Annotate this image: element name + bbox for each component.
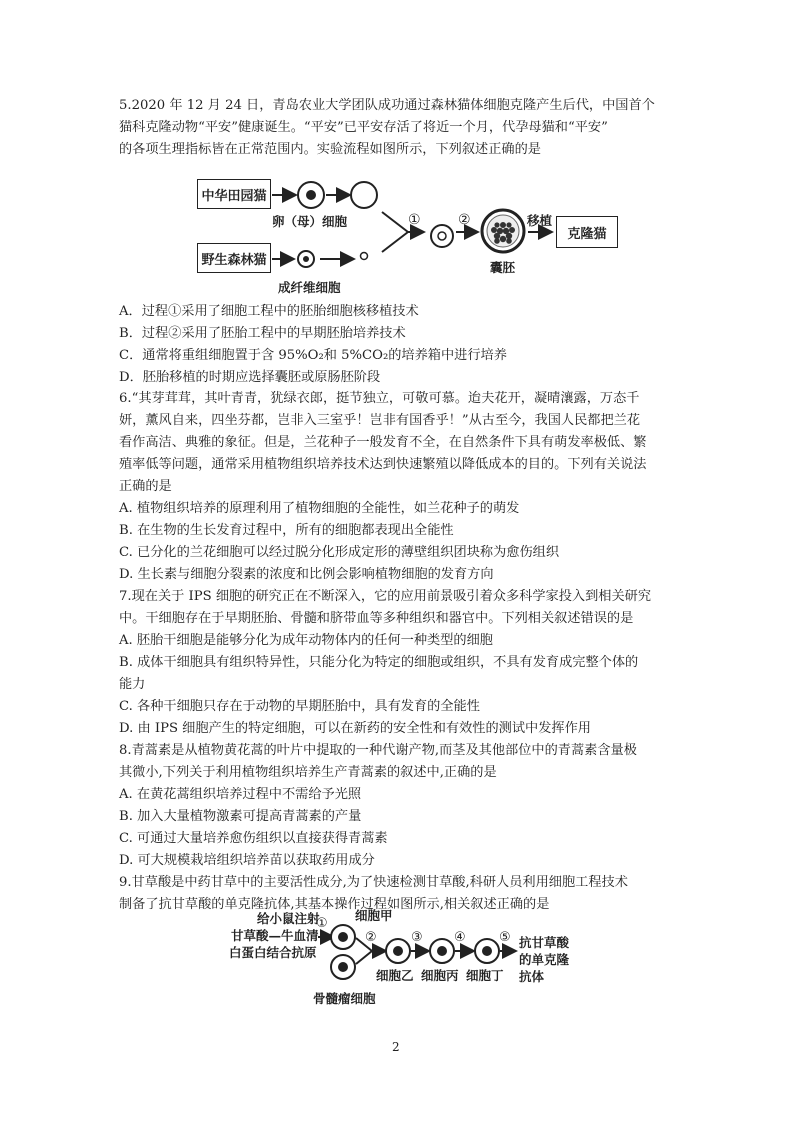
merge-line-b: [356, 951, 372, 964]
q5-line-3: 的各项生理指标皆在正常范围内。实验流程如图所示，下列叙述正确的是: [119, 142, 541, 157]
q8-option-d: D. 可大规模栽培组织培养苗以获取药用成分: [119, 853, 375, 868]
injection-label-1: 给小鼠注射: [257, 911, 320, 926]
myeloma-label: 骨髓瘤细胞: [313, 991, 376, 1006]
q9-line-2: 制备了抗甘草酸的单克隆抗体,其基本操作过程如图所示,相关叙述正确的是: [119, 897, 550, 912]
q8-option-a: A. 在黄花蒿组织培养过程中不需给予光照: [119, 787, 362, 802]
step-3-marker: ③: [411, 930, 423, 945]
page-number: 2: [392, 1040, 400, 1054]
q6-option-b: B. 在生物的生长发育过程中，所有的细胞都表现出全能性: [119, 523, 454, 538]
q6-line-1: 6.“其芽茸茸，其叶青青，犹绿衣郎，挺节独立，可敬可慕。迨夫花开，凝晴瀼露，万态千: [119, 391, 640, 406]
result-label-2: 的单克隆: [519, 952, 570, 967]
q8-option-c: C. 可通过大量培养愈伤组织以直接获得青蒿素: [119, 831, 388, 846]
q5-option-d: D．胚胎移植的时期应选择囊胚或原肠胚阶段: [119, 370, 381, 385]
q6-option-a: A. 植物组织培养的原理利用了植物细胞的全能性，如兰花种子的萌发: [119, 501, 520, 516]
injection-label-2: 甘草酸—牛血清: [231, 928, 319, 943]
cell-a-label: 细胞甲: [355, 908, 393, 923]
q8-option-b: B. 加入大量植物激素可提高青蒿素的产量: [119, 809, 362, 824]
clone-cat-box: 克隆猫: [556, 216, 618, 248]
q9-line-1: 9.甘草酸是中药甘草中的主要活性成分,为了快速检测甘草酸,科研人员利用细胞工程技术: [119, 875, 628, 890]
cell-b-nucleus: [393, 946, 403, 956]
q6-option-d: D. 生长素与细胞分裂素的浓度和比例会影响植物细胞的发育方向: [119, 567, 494, 582]
result-label-3: 抗体: [519, 969, 545, 984]
q7-option-a: A. 胚胎干细胞是能够分化为成年动物体内的任何一种类型的细胞: [119, 633, 493, 648]
q7-option-b: B. 成体干细胞具有组织特异性，只能分化为特定的细胞或组织，不具有发育成完整个体的: [119, 655, 639, 670]
myeloma-nucleus: [338, 962, 348, 972]
step-2-marker: ②: [365, 930, 377, 945]
step-1-label: ①: [408, 212, 421, 228]
step-5-marker: ⑤: [499, 930, 511, 945]
q6-line-2: 妍，薰风自来，四坐芬都，岂非入三室乎！岂非有国香乎！”从古至今，我国人民都把兰花: [119, 413, 641, 428]
q7-option-d: D. 由 IPS 细胞产生的特定细胞，可以在新药的安全性和有效性的测试中发挥作用: [119, 721, 591, 736]
q8-line-2: 其微小,下列关于利用植物组织培养生产青蒿素的叙述中,正确的是: [119, 765, 497, 780]
q7-line-1: 7.现在关于 IPS 细胞的研究正在不断深入，它的应用前景吸引着众多科学家投入到相关研究: [119, 589, 652, 604]
injection-label-3: 白蛋白结合抗原: [229, 945, 317, 960]
oocyte-label: 卵（母）细胞: [272, 214, 348, 229]
fibroblast-label: 成纤维细胞: [278, 280, 341, 295]
cell-d-label: 细胞丁: [466, 968, 504, 983]
q5-option-b: B．过程②采用了胚胎工程中的早期胚胎培养技术: [119, 326, 406, 341]
cell-c-nucleus: [437, 946, 447, 956]
cell-c-label: 细胞丙: [421, 968, 459, 983]
domestic-cat-box: 中华田园猫: [197, 179, 271, 209]
transfer-label: 移植: [527, 213, 553, 228]
step-2-label: ②: [458, 212, 471, 228]
step-4-marker: ④: [454, 930, 466, 945]
q6-line-4: 殖率低等问题，通常采用植物组织培养技术达到快速繁殖以降低成本的目的。下列有关说法: [119, 457, 647, 472]
q7-option-c: C. 各种干细胞只存在于动物的早期胚胎中，具有发育的全能性: [119, 699, 480, 714]
q8-line-1: 8.青蒿素是从植物黄花蒿的叶片中提取的一种代谢产物,而茎及其他部位中的青蒿素含量极: [119, 743, 637, 758]
cell-d-nucleus: [482, 946, 492, 956]
q5-option-c: C．通常将重组细胞置于含 95%O₂和 5%CO₂的培养箱中进行培养: [119, 348, 507, 363]
result-label-1: 抗甘草酸: [519, 935, 570, 950]
cell-b-label: 细胞乙: [376, 968, 414, 983]
cell-a-nucleus: [338, 932, 348, 942]
wild-cat-box: 野生森林猫: [197, 243, 271, 273]
q7-option-b-cont: 能力: [119, 677, 146, 692]
q5-line-1: 5.2020 年 12 月 24 日，青岛农业大学团队成功通过森林猫体细胞克隆产生后代，中国首个: [119, 98, 655, 113]
q6-option-c: C. 已分化的兰花细胞可以经过脱分化形成定形的薄壁组织团块称为愈伤组织: [119, 545, 560, 560]
blastocyst-label: 囊胚: [490, 260, 516, 275]
q7-line-2: 中。干细胞存在于早期胚胎、骨髓和脐带血等多种组织和器官中。下列相关叙述错误的是: [119, 611, 634, 626]
q5-line-2: 猫科克隆动物“平安”健康诞生。“平安”已平安存活了将近一个月，代孕母猫和“平安”: [119, 120, 608, 135]
step-1-marker: ①: [316, 916, 328, 931]
q6-line-5: 正确的是: [119, 479, 172, 494]
q6-line-3: 看作高洁、典雅的象征。但是，兰花种子一般发育不全，在自然条件下具有萌发率极低、繁: [119, 435, 647, 450]
q5-option-a: A．过程①采用了细胞工程中的胚胎细胞核移植技术: [119, 304, 419, 319]
